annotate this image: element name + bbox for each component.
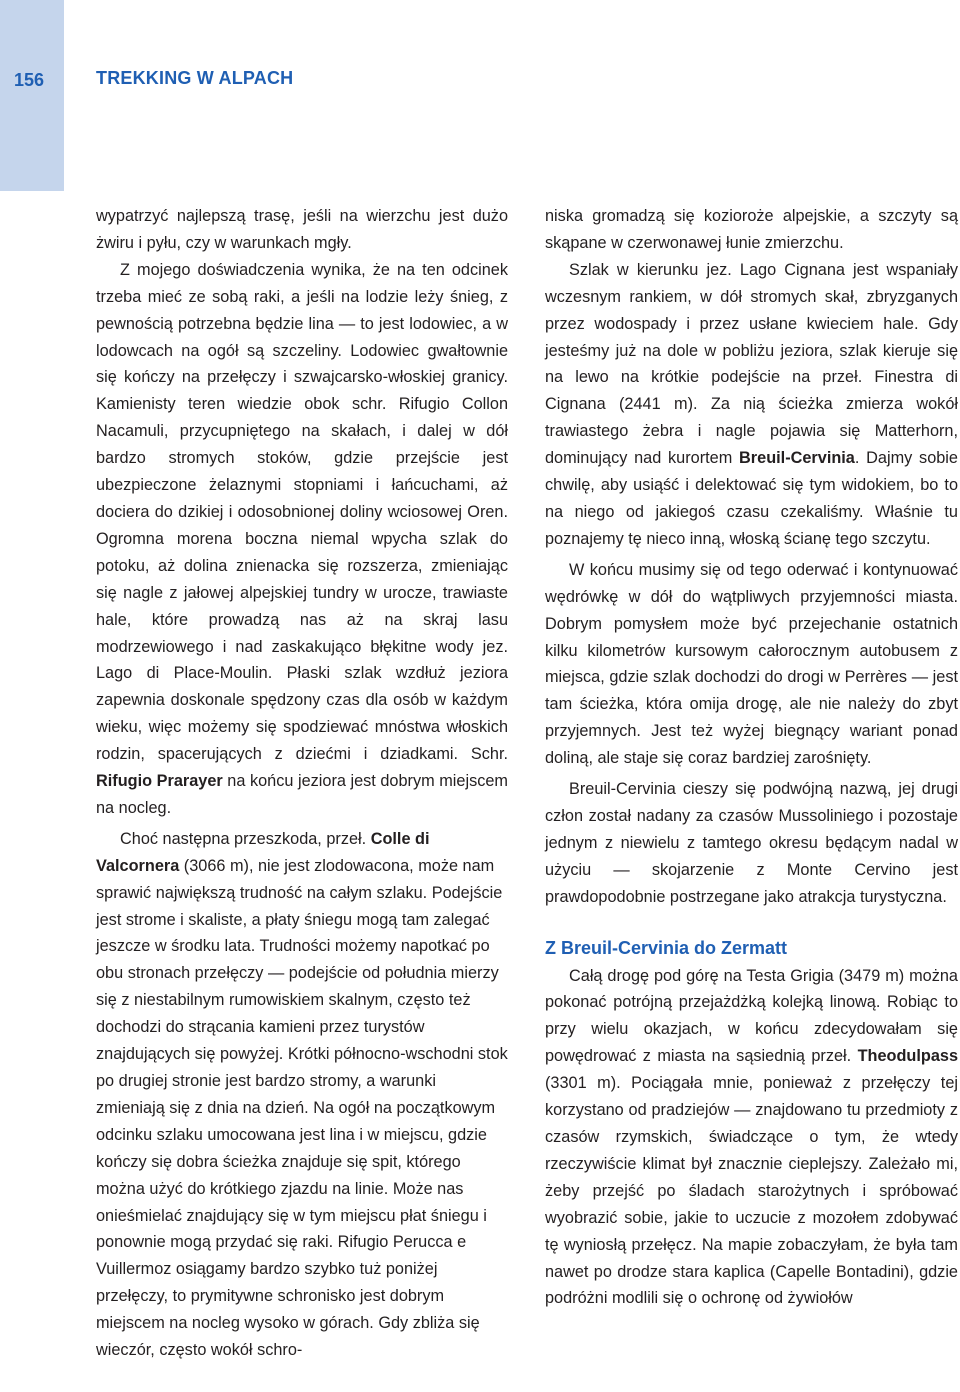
hut-name: Rifugio Prarayer: [96, 772, 223, 791]
paragraph-text: Choć następna przeszkoda, przeł.: [120, 829, 371, 848]
margin-color-band: [0, 0, 64, 191]
pass-name: Colle di Valcornera: [96, 829, 430, 875]
paragraph-text: . Dajmy sobie chwilę, aby usiąść i delektować się tym widokiem, bo to na niego od jakiegoś czasu czekaliśmy. Właśnie tu poznajemy tę nieco inną, włoską ścianę tego szczytu.: [545, 449, 958, 548]
resort-name: Breuil-Cervinia: [739, 449, 855, 468]
paragraph-text: (3066 m), nie jest zlodowacona, może nam sprawić największą trudność na całym szlaku. Podejście jest strome i skaliste, a płaty śniegu mogą tam zalegać jeszcze w środku lata. Trudności możemy napotkać po obu stronach przełęczy — podejście od południa mierzy się z niestabilnym rumowiskiem skalnym, często też dochodzi do strącania kamieni przez turystów znajdujących się powyżej. Krótki północno-wschodni stok po drugiej stronie jest bardzo stromy, a warunki zmieniają się z dnia na dzień. Na ogół na początkowym odcinku szlaku umocowana jest lina i w miejscu, gdzie kończy się dobra ścieżka znajduje się spit, którego można użyć do krótkiego zjazdu na linie. Może nas onieśmielać znajdujący się w tym miejscu płat śniegu i ponownie mogą przydać się raki. Rifugio Perucca e Vuillermoz osiągamy bardzo szybko tuż poniżej przełęczy, to prymitywne schronisko jest dobrym miejscem na nocleg wysoko w górach. Gdy zbliża się wieczór, często wokół schro-: [96, 856, 508, 1360]
paragraph: [96, 826, 508, 1364]
paragraph: niska gromadzą się kozioroże alpejskie, a szczyty są skąpane w czerwonawej łunie zmierzchu.: [545, 207, 958, 252]
paragraph: Breuil-Cervinia cieszy się podwójną nazwą, jej drugi człon został nadany za czasów Mussoliniego i pozostaje jednym z niewielu z tamtego okresu będącym nadal w użyciu — skojarzenie z Monte Cervino jest prawdopodobnie postrzegane jako atrakcja turystyczna.: [545, 780, 958, 906]
pass-name: Theodulpass: [857, 1047, 958, 1066]
right-column: [545, 203, 958, 1312]
left-column: [96, 203, 508, 1364]
paragraph: [545, 257, 958, 553]
paragraph: [545, 963, 958, 1313]
paragraph-text: Z mojego doświadczenia wynika, że na ten odcinek trzeba mieć ze sobą raki, a jeśli na lodzie leży śnieg, z pewnością potrzebna będzie lina — to jest lodowiec, a w lodowcach na ogół są szczeliny. Lodowiec gwałtownie się kończy na przełęczy i szwajcarsko-włoskiej granicy. Kamienisty teren wiedzie obok schr. Rifugio Collon Nacamuli, przycupniętego na skałach, i dalej w dół bardzo stromych stoków, gdzie przejście jest ubezpieczone żelaznymi stopniami i łańcuchami, aż dociera do dzikiej i odosobnionej doliny wciosowej Oren. Ogromna morena boczna niemal wpycha szlak do potoku, aż dolina znienacka się rozszerza, zmieniając się nagle z jałowej alpejskiej tundry w urocze, trawiaste hale, które prowadzą nas aż na skraj lasu modrzewiowego i nad zaskakująco błękitne wody jez. Lago di Place-Moulin. Płaski szlak wzdłuż jeziora zapewnia doskonale spędzony czas dla osób w każdym wieku, więc możemy się spodziewać mnóstwa włoskich rodzin, spacerujących z dziećmi i dziadkami. Schr.: [96, 260, 508, 764]
paragraph: W końcu musimy się od tego oderwać i kontynuować wędrówkę w dół do wątpliwych przyjemności miasta. Dobrym pomysłem może być przejechanie ostatnich kilku kilometrów kursowym całorocznym autobusem z miejsca, gdzie szlak dochodzi do drogi w Perrères — jest tam ścieżka, która omija drogę, ale nie należy do zbyt przyjemnych. Jest też wyżej biegnący wariant ponad doliną, ale staje się coraz bardziej zarośnięty.: [545, 560, 958, 768]
paragraph-text: na końcu jeziora jest dobrym miejscem na nocleg.: [96, 772, 508, 817]
paragraph-text: Szlak w kierunku jez. Lago Cignana jest wspaniały wczesnym rankiem, w dół stromych skał, zbryzganych przez wodospady i przez usłane kwieciem hale. Gdy jesteśmy już na dole w pobliżu jeziora, szlak kieruje się na lewo na krótkie podejście na przeł. Finestra di Cignana (2441 m). Za nią ścieżka zmierza wokół trawiastego żebra i nagle pojawia się Matterhorn, dominujący nad kurortem: [545, 260, 958, 468]
page-number: 156: [14, 70, 45, 90]
running-head: TREKKING W ALPACH: [96, 68, 294, 88]
paragraph: wypatrzyć najlepszą trasę, jeśli na wierzchu jest dużo żwiru i pyłu, czy w warunkach mgły.: [96, 207, 508, 252]
paragraph: [96, 257, 508, 822]
paragraph-text: (3301 m). Pociągała mnie, ponieważ z przełęczy tej korzystano od pradziejów — znajdowano tu przedmioty z czasów rzymskich, świadczące o tym, że wtedy rzeczywiście klimat był znacznie cieplejszy. Zależało mi, żeby przejść po śladach starożytnych i spróbować wyobrazić sobie, jakie to uczucie z mozołem zdobywać tę wyniosłą przełęcz. Na mapie zobaczyłam, że była tam nawet po drodze stara kaplica (Capelle Bontadini), gdzie podróżni modlili się o ochronę od żywiołów: [545, 1074, 958, 1308]
paragraph-text: Całą drogę pod górę na Testa Grigia (3479 m) można pokonać potrójną przejażdżką kolejką linową. Robiąc to przy wielu okazjach, w końcu zdecydowałam się powędrować z miasta na sąsiednią przeł.: [545, 966, 958, 1066]
section-title: Z Breuil-Cervinia do Zermatt: [545, 937, 788, 958]
